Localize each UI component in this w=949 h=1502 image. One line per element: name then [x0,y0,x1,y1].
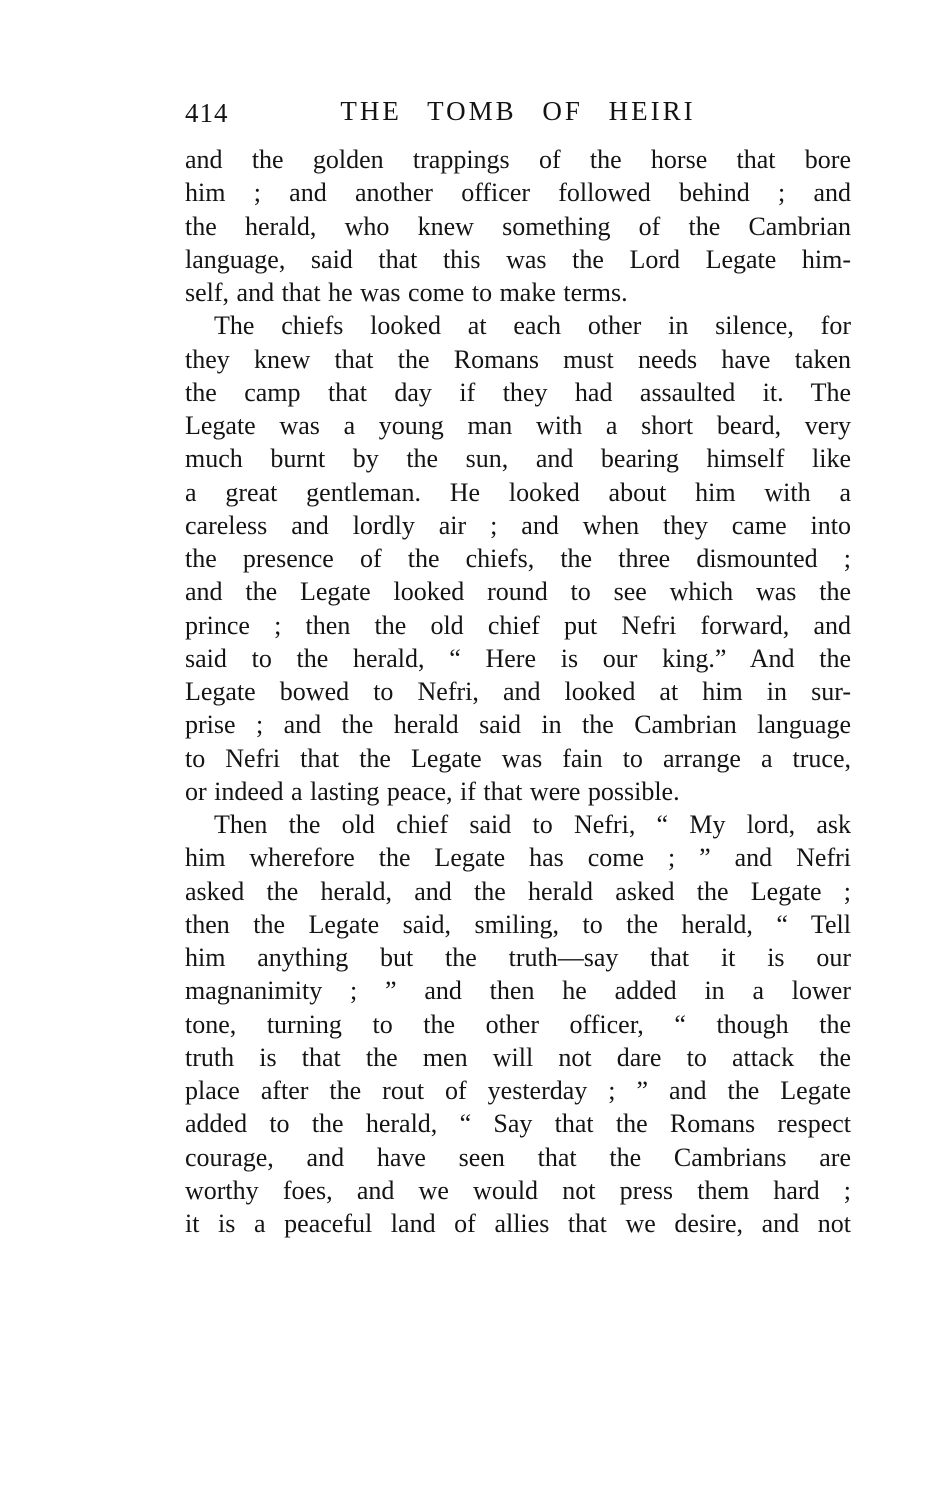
text-line: tone, turning to the other officer, “ though the [185,1009,851,1039]
text-line: added to the herald, “ Say that the Romans respect [185,1109,851,1139]
text-line: language, said that this was the Lord Legate him- [185,244,851,274]
text-line: courage, and have seen that the Cambrians are [185,1142,851,1172]
text-line: him ; and another officer followed behind ; and [185,178,851,208]
text-line: self, and that he was come to make terms. [185,278,628,307]
text-line: to Nefri that the Legate was fain to arrange a truce, [185,743,851,773]
text-line: much burnt by the sun, and bearing himself like [185,444,851,474]
running-header [185,96,851,130]
text-line: worthy foes, and we would not press them hard ; [185,1175,851,1205]
running-title: THE TOMB OF HEIRI [340,96,696,126]
text-line: said to the herald, “ Here is our king.” And the [185,643,851,673]
text-line: him wherefore the Legate has come ; ” and Nefri [185,843,851,873]
text-line: or indeed a lasting peace, if that were possible. [185,776,680,806]
text-line: and the Legate looked round to see which was the [185,577,851,607]
text-line: him anything but the truth—say that it is our [185,943,851,972]
text-line: the herald, who knew something of the Cambrian [185,211,851,241]
text-line: it is a peaceful land of allies that we desire, and not [185,1209,851,1238]
text-line: Legate bowed to Nefri, and looked at him in sur- [185,677,851,706]
text-line: truth is that the men will not dare to attack the [185,1042,851,1072]
text-line: prince ; then the old chief put Nefri forward, and [185,610,851,640]
text-line: then the Legate said, smiling, to the herald, “ Tell [185,909,851,939]
text-line: the presence of the chiefs, the three dismounted ; [185,544,851,573]
text-line: the camp that day if they had assaulted it. The [185,377,851,407]
text-line: Legate was a young man with a short beard, very [185,411,851,440]
text-line: careless and lordly air ; and when they came into [185,510,851,540]
body-text-block [185,143,851,1240]
text-line: prise ; and the herald said in the Cambrian language [185,710,851,740]
text-line: asked the herald, and the herald asked the Legate ; [185,876,851,906]
text-line: and the golden trappings of the horse that bore [185,145,851,174]
text-line: magnanimity ; ” and then he added in a lower [185,976,851,1006]
page-number: 414 [185,98,229,128]
text-line: a great gentleman. He looked about him with a [185,477,851,507]
text-line: they knew that the Romans must needs have taken [185,344,851,374]
text-line: Then the old chief said to Nefri, “ My lord, ask [214,810,851,839]
text-line: The chiefs looked at each other in silence, for [214,311,851,341]
text-line: place after the rout of yesterday ; ” and the Legate [185,1076,851,1105]
